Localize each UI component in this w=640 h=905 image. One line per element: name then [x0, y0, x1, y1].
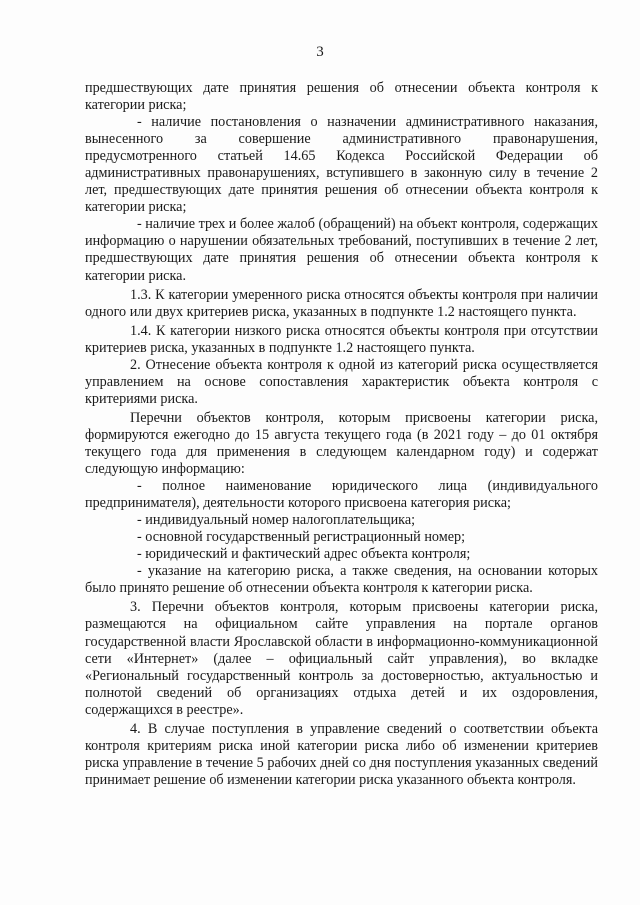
page-number: 3 [316, 44, 324, 60]
criterion-penalty: - наличие постановления о назначении административного наказания, вынесенного за совершение административного правонарушения, предусмотренного статьей 14.65 Кодекса Российской Федерации об административных правонарушениях, вступившего в законную силу в течение 2 лет, предшествующих дате принятия решения об отнесении объекта контроля к категории риска; [85, 114, 598, 216]
clause-4: 4. В случае поступления в управление сведений о соответствии объекта контроля критериям риска иной категории риска либо об изменении критериев риска управление в течение 5 рабочих дней со дня поступления указанных сведений принимает решение об изменении категории риска указанного объекта контроля. [85, 720, 598, 788]
clause-1-4: 1.4. К категории низкого риска относятся объекты контроля при отсутствии критериев риска, указанных в подпункте 1.2 настоящего пункта. [85, 322, 598, 356]
clause-2: 2. Отнесение объекта контроля к одной из категорий риска осуществляется управлением на основе сопоставления характеристик объекта контроля с критериями риска. [85, 356, 598, 407]
list-item-inn: - индивидуальный номер налогоплательщика; [137, 512, 416, 529]
lists-formation-paragraph: Перечни объектов контроля, которым присвоены категории риска, формируются ежегодно до 15 августа текущего года (в 2021 году – до 01 октября текущего года для применения в следующем календарном году) и содержат следующую информацию: [85, 409, 598, 478]
list-item-address: - юридический и фактический адрес объекта контроля; [137, 546, 471, 563]
criterion-complaints: - наличие трех и более жалоб (обращений) на объект контроля, содержащих информацию о нарушении обязательных требований, поступивших в течение 2 лет, предшествующих дате принятия решения об отнесении объекта контроля к категории риска. [85, 216, 598, 284]
document-body [85, 80, 598, 789]
list-item-ogrn: - основной государственный регистрационный номер; [137, 529, 466, 546]
paragraph-continuation: предшествующих дате принятия решения об отнесении объекта контроля к категории риска; [85, 80, 598, 114]
list-item-full-name: - полное наименование юридического лица (индивидуального предпринимателя), деятельности которого присвоена категория риска; [85, 478, 598, 512]
clause-1-3: 1.3. К категории умеренного риска относятся объекты контроля при наличии одного или двух критериев риска, указанных в подпункте 1.2 настоящего пункта. [85, 286, 598, 320]
clause-3: 3. Перечни объектов контроля, которым присвоены категории риска, размещаются на официальном сайте управления на портале органов государственной власти Ярославской области в информационно-коммуникационной сети «Интернет» (далее – официальный сайт управления), во вкладке «Региональный государственный контроль за достоверностью, актуальностью и полнотой сведений об организациях отдыха детей и их оздоровления, содержащихся в реестре». [85, 599, 598, 718]
list-item-risk-category: - указание на категорию риска, а также сведения, на основании которых было принято решение об отнесении объекта контроля к категории риска. [85, 563, 598, 597]
